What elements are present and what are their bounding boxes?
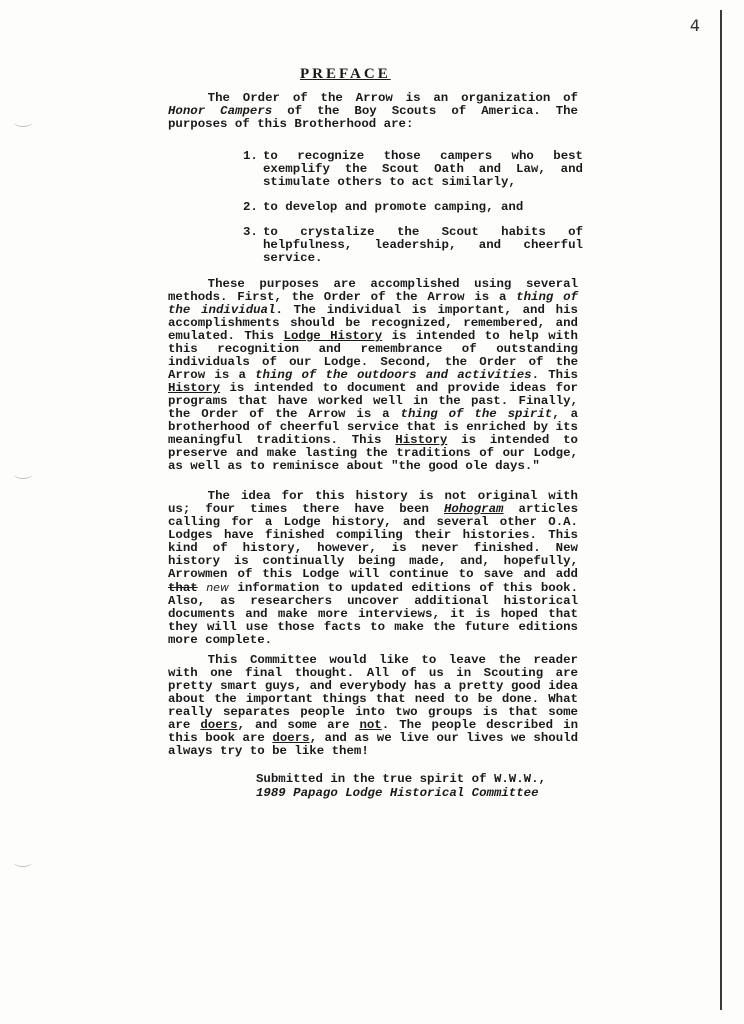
paragraph-text: . This bbox=[531, 368, 578, 382]
underlined-text: not bbox=[359, 718, 382, 732]
paragraph-text: is intended to help with this recognition and remembrance of outstanding individuals of our Lodge. Second, the Order of the Arrow is a bbox=[168, 329, 578, 382]
intro-text: of the Boy Scouts of America. The purposes of this Brotherhood are: bbox=[168, 104, 578, 131]
paragraph-text: information to updated editions of this book. Also, as researchers uncover additional historical documents and make more interviews, it is hoped that they will use those facts to make the future editions more complete. bbox=[168, 581, 579, 647]
emphasis-text: thing of the individual bbox=[168, 290, 578, 317]
signature-line: Submitted in the true spirit of W.W.W., bbox=[256, 772, 546, 786]
list-number: 2. bbox=[243, 200, 258, 214]
paragraph-text: This Committee would like to leave the reader with one final thought. All of us in Scouting are pretty smart guys, and everybody has a pretty good idea about the important things that need to be done. What really separates people into two groups is that some are bbox=[168, 653, 578, 732]
signature-block bbox=[256, 772, 546, 800]
punch-hole-mark bbox=[14, 470, 32, 479]
paragraph-text: is intended to document and provide ideas for programs that have worked well in the past. Finally, the Order of the Arrow is a bbox=[168, 381, 578, 421]
list-item-text: to recognize those campers who best exemplify the Scout Oath and Law, and stimulate others to act similarly, bbox=[263, 149, 583, 189]
closing-paragraph bbox=[168, 654, 578, 758]
history-paragraph bbox=[168, 490, 578, 647]
intro-text: The Order of the Arrow is an organization of bbox=[207, 91, 578, 105]
underlined-text: History bbox=[168, 381, 221, 395]
committee-name: 1989 Papago Lodge Historical Committee bbox=[256, 786, 539, 800]
page-edge-line bbox=[720, 10, 722, 1010]
paragraph-text: The idea for this history is not original with us; four times there have been bbox=[168, 489, 578, 516]
page-number: 4 bbox=[689, 16, 700, 35]
hohogram-title: Hohogram bbox=[444, 502, 504, 516]
list-item-text bbox=[263, 201, 583, 214]
list-item bbox=[243, 201, 583, 214]
underlined-text: doers bbox=[272, 731, 310, 745]
honor-campers-term: Honor Campers bbox=[168, 104, 273, 118]
page-title: PREFACE bbox=[300, 66, 391, 82]
underlined-text: Lodge History bbox=[283, 329, 383, 343]
underlined-text: History bbox=[395, 433, 448, 447]
purposes-list bbox=[243, 150, 583, 277]
paragraph-text: articles calling for a Lodge history, and several other O.A. Lodges have finished compiling their histories. This kind of history, however, is never finished. New history is continually being made, and, hopefully, Arrowmen of this Lodge will continue to save and add bbox=[168, 502, 579, 581]
emphasis-text: thing of the outdoors and activities bbox=[255, 368, 532, 382]
paragraph-text: . The people described in this book are bbox=[168, 718, 579, 745]
handwritten-insertion: new bbox=[206, 581, 229, 594]
underlined-text: doers bbox=[200, 718, 238, 732]
punch-hole-mark bbox=[14, 118, 32, 127]
list-item bbox=[243, 150, 583, 189]
list-number: 1. bbox=[243, 149, 258, 163]
struck-word: that bbox=[168, 581, 198, 595]
list-item-text-part: to develop and promote bbox=[263, 200, 427, 214]
paragraph-text: These purposes are accomplished using several methods. First, the Order of the Arrow is a bbox=[168, 277, 578, 304]
paragraph-text: , and as we live our lives we should always try to be like them! bbox=[168, 731, 578, 758]
paragraph-text: , a brotherhood of cheerful service that is enriched by its meaningful traditions. This bbox=[168, 407, 578, 447]
punch-hole-mark bbox=[14, 858, 32, 867]
list-item-text-part: camping, and bbox=[434, 200, 524, 214]
list-item bbox=[243, 226, 583, 265]
list-number: 3. bbox=[243, 225, 258, 239]
paragraph-text: , and some are bbox=[237, 718, 360, 732]
paragraph-text: is intended to preserve and make lasting the traditions of our Lodge, as well as to reminisce about "the good ole days." bbox=[168, 433, 578, 473]
list-item-text: to crystalize the Scout habits of helpfulness, leadership, and cheerful service. bbox=[263, 225, 583, 265]
methods-paragraph bbox=[168, 278, 578, 473]
emphasis-text: thing of the spirit bbox=[400, 407, 553, 421]
paragraph-text: . The individual is important, and his accomplishments should be recognized, remembered, and emulated. This bbox=[168, 303, 578, 343]
intro-paragraph bbox=[168, 92, 578, 131]
